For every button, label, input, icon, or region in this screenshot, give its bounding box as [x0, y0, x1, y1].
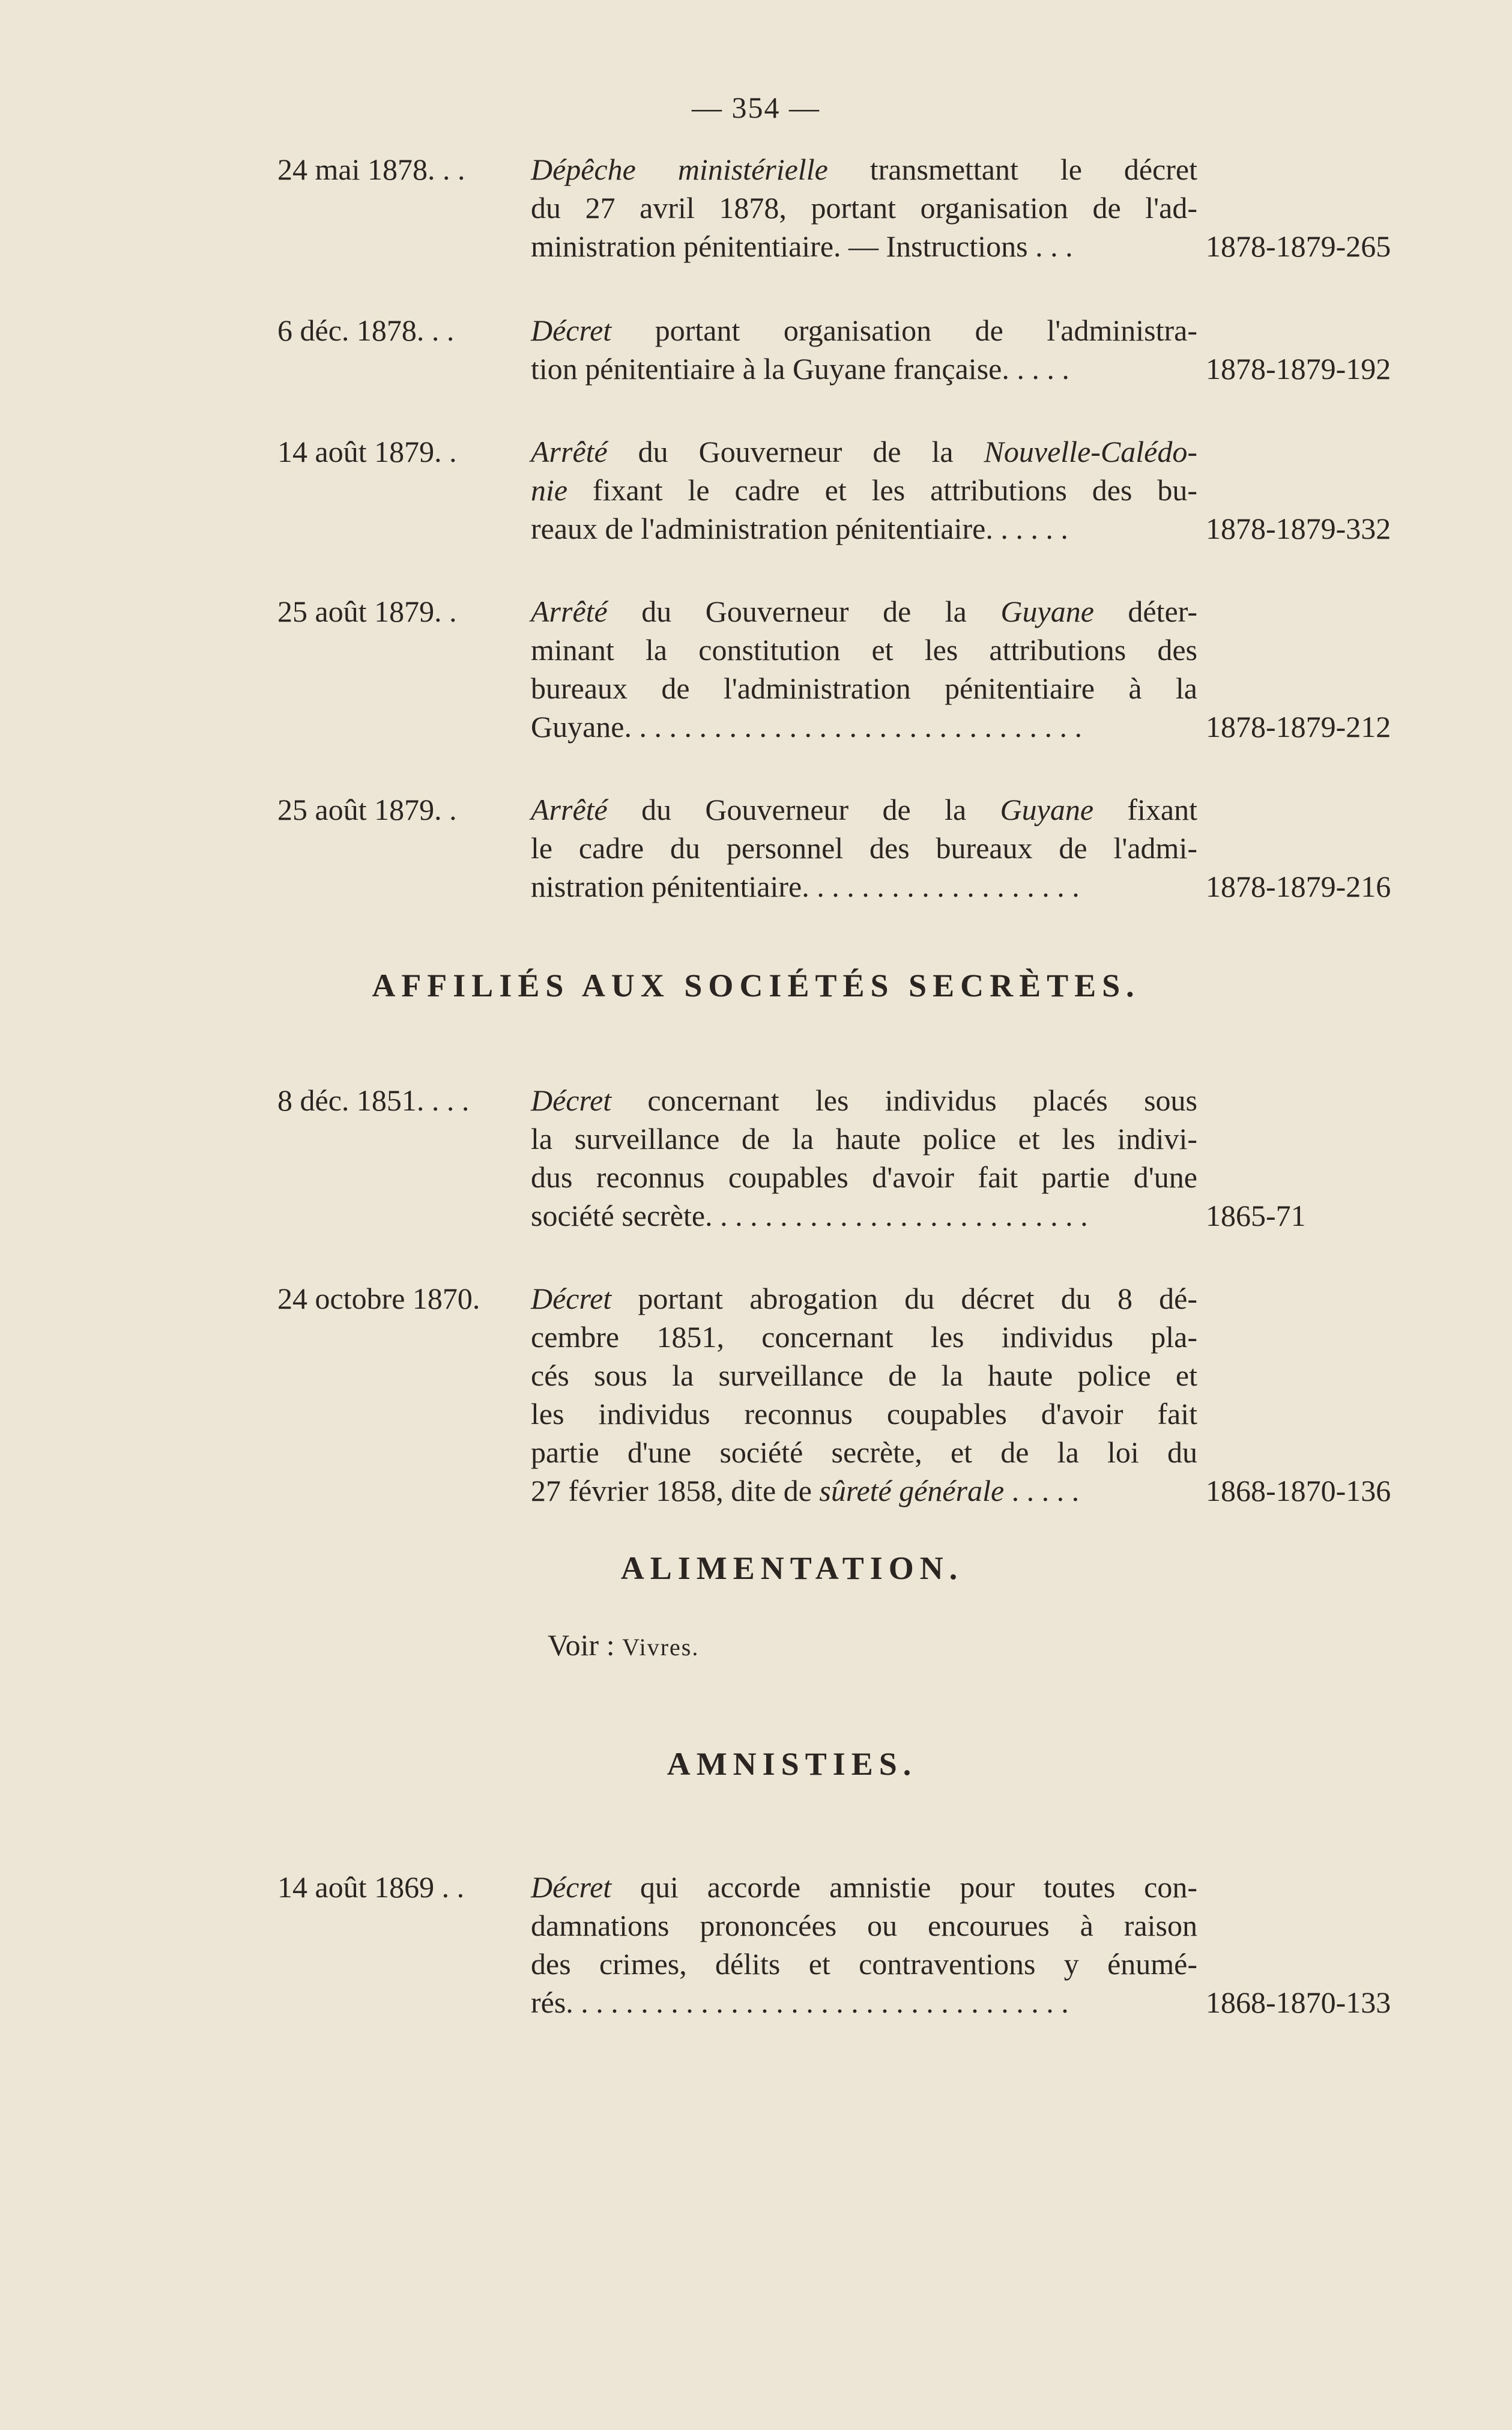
entry-reference: 1878-1879-192	[1206, 352, 1391, 386]
entry-date: 8 déc. 1851. . . .	[277, 1083, 470, 1117]
entry-line: Décret qui accorde amnistie pour toutes con-	[531, 1870, 1197, 1904]
entry-line: la surveillance de la haute police et les indivi-	[531, 1122, 1197, 1156]
entry-line: le cadre du personnel des bureaux de l'admi-	[531, 831, 1197, 865]
entry-text	[531, 592, 1197, 746]
entry-date: 24 octobre 1870.	[277, 1282, 480, 1315]
entry-line: nistration pénitentiaire. . . . . . . . . . . . . . . . . . .	[531, 870, 1080, 903]
entry-line: Décret portant organisation de l'administra-	[531, 314, 1197, 347]
entry-text	[531, 311, 1197, 388]
entry-line: Guyane. . . . . . . . . . . . . . . . . . . . . . . . . . . . . . .	[531, 710, 1082, 744]
section-heading: AFFILIÉS AUX SOCIÉTÉS SECRÈTES.	[372, 968, 1140, 1004]
entry-line: société secrète. . . . . . . . . . . . . . . . . . . . . . . . . .	[531, 1199, 1088, 1232]
see-also-reference: Voir : Vivres.	[548, 1628, 700, 1662]
entry-line: Arrêté du Gouverneur de la Nouvelle-Calédo-	[531, 435, 1197, 468]
entry-line: dus reconnus coupables d'avoir fait partie d'une	[531, 1160, 1197, 1194]
entry-line: bureaux de l'administration pénitentiaire à la	[531, 671, 1197, 705]
entry-date: 6 déc. 1878. . .	[277, 314, 455, 347]
section-alimentation	[0, 1550, 1512, 1662]
entry-line: damnations prononcées ou encourues à raison	[531, 1909, 1197, 1942]
entry-line: cés sous la surveillance de la haute police et	[531, 1359, 1197, 1392]
entry-text	[531, 1868, 1197, 2022]
entry-date: 14 août 1879. .	[277, 435, 457, 468]
entry-reference: 1868-1870-133	[1206, 1986, 1391, 2019]
entry-text	[531, 150, 1197, 265]
entry-line: reaux de l'administration pénitentiaire. . . . . .	[531, 512, 1068, 545]
entry-text	[531, 1279, 1197, 1510]
section-heading: AMNISTIES.	[667, 1746, 918, 1782]
entry-text	[531, 790, 1197, 906]
entry-line: Décret concernant les individus placés sous	[531, 1083, 1197, 1117]
entry-line: Décret portant abrogation du décret du 8 dé-	[531, 1282, 1197, 1315]
entry-line: Arrêté du Gouverneur de la Guyane déter-	[531, 595, 1198, 628]
entry-line: cembre 1851, concernant les individus pla-	[531, 1320, 1197, 1354]
page-number: — 354 —	[692, 91, 820, 124]
section-amnisties	[0, 1745, 1512, 2019]
entry-line: nie fixant le cadre et les attributions des bu-	[531, 473, 1197, 507]
section-affilies	[0, 967, 1512, 1507]
entry-date: 14 août 1869 . .	[277, 1870, 465, 1904]
entry-line: 27 février 1858, dite de sûreté générale . . . . .	[531, 1474, 1080, 1507]
entry-text	[531, 1081, 1197, 1235]
entry-line: du 27 avril 1878, portant organisation de l'ad-	[531, 191, 1197, 225]
entry-line: Dépêche ministérielle transmettant le décret	[531, 153, 1197, 186]
section-heading: ALIMENTATION.	[620, 1550, 964, 1586]
entry-line: tion pénitentiaire à la Guyane française. . . . .	[531, 352, 1069, 386]
entry-line: partie d'une société secrète, et de la loi du	[531, 1435, 1197, 1469]
entry-reference: 1878-1879-332	[1206, 512, 1391, 545]
entry-reference: 1878-1879-265	[1206, 229, 1391, 263]
entry-line: les individus reconnus coupables d'avoir fait	[531, 1397, 1197, 1431]
entry-line: minant la constitution et les attributions des	[531, 633, 1197, 667]
entry-reference: 1865-71	[1206, 1199, 1306, 1232]
see-also-target: Vivres.	[622, 1634, 700, 1661]
entry-date: 25 août 1879. .	[277, 793, 457, 826]
entry-line: ministration pénitentiaire. — Instructions . . .	[531, 229, 1073, 263]
entry-text	[531, 432, 1197, 548]
entry-date: 25 août 1879. .	[277, 595, 457, 628]
entry-date: 24 mai 1878. . .	[277, 153, 465, 186]
entry-reference: 1878-1879-216	[1206, 870, 1391, 903]
entry-line: rés. . . . . . . . . . . . . . . . . . . . . . . . . . . . . . . . . .	[531, 1986, 1069, 2019]
entry-reference: 1878-1879-212	[1206, 710, 1391, 744]
entry-reference: 1868-1870-136	[1206, 1474, 1391, 1507]
entry-line: des crimes, délits et contraventions y énumé-	[531, 1947, 1197, 1981]
entry-line: Arrêté du Gouverneur de la Guyane fixant	[531, 793, 1197, 826]
